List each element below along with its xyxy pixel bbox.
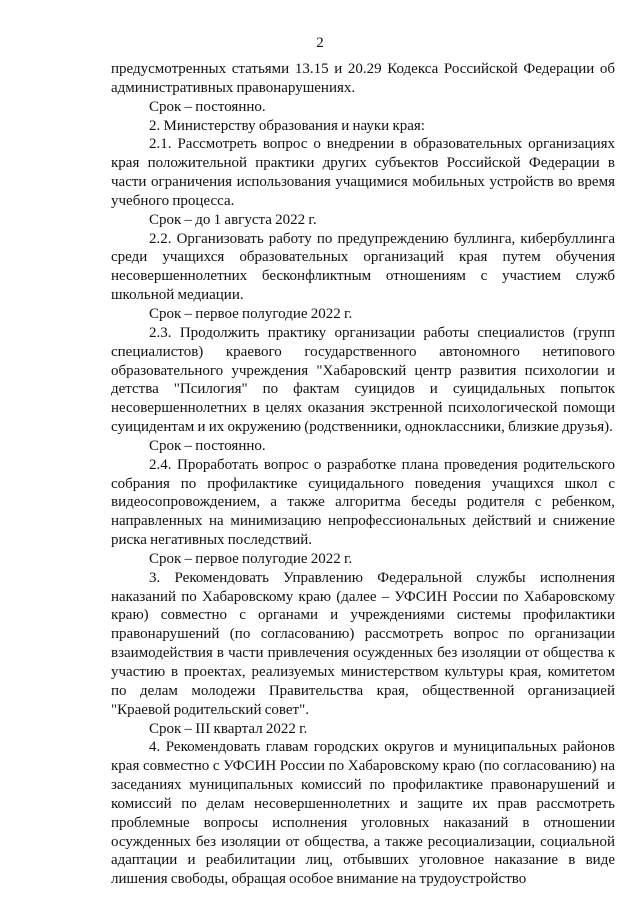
deadline-line: Срок – первое полугодие 2022 г.	[149, 550, 353, 567]
deadline-line: Срок – постоянно.	[149, 437, 266, 454]
paragraph-item-2-2: 2.2. Организовать работу по предупреждению буллинга, кибербуллинга среди учащихся образовательных организаций края путем обучения несовершеннолетних бесконфликтным отношениям с участием служб школьной медиации.	[111, 230, 615, 304]
paragraph-item-2-4: 2.4. Проработать вопрос о разработке плана проведения родительского собрания по профилактике суицидального поведения учащихся школ с видеосопровождением, а также алгоритма беседы родителя с ребенком, направленных на минимизацию непрофессиональных действий и снижение риска негативных последствий.	[111, 456, 615, 549]
paragraph-item-4: 4. Рекомендовать главам городских округов и муниципальных районов края совместно с УФСИН России по Хабаровскому краю (по согласованию) на заседаниях муниципальных комиссий по профилактике правонарушений и комиссий по делам несовершеннолетних и защите их прав рассмотреть проблемные вопросы исполнения уголовных наказаний в отношении осужденных без изоляции от общества, а также ресоциализации, социальной адаптации и реабилитации лиц, отбывших уголовное наказание в виде лишения свободы, обращая особое внимание на трудоустройство	[111, 739, 615, 888]
deadline-line: Срок – до 1 августа 2022 г.	[149, 211, 317, 228]
deadline-line: Срок – постоянно.	[149, 98, 266, 115]
paragraph-item-2-1: 2.1. Рассмотреть вопрос о внедрении в образовательных организациях края положительной практики других субъектов Российской Федерации в части ограничения использования учащимися мобильных устройств во время учебного процесса.	[111, 136, 615, 209]
document-body	[111, 60, 615, 889]
section-heading: 2. Министерству образования и науки края:	[149, 117, 425, 134]
deadline-line: Срок – первое полугодие 2022 г.	[149, 305, 353, 322]
paragraph-continuation: предусмотренных статьями 13.15 и 20.29 Кодекса Российской Федерации об административных правонарушениях.	[111, 61, 615, 96]
paragraph-item-3: 3. Рекомендовать Управлению Федеральной службы исполнения наказаний по Хабаровскому краю (далее – УФСИН России по Хабаровскому краю) совместно с органами и учреждениями системы профилактики правонарушений (по согласованию) рассмотреть вопрос по организации взаимодействия в части привлечения осужденных без изоляции от общества к участию в проектах, реализуемых министерством культуры края, комитетом по делам молодежи Правительства края, общественной организацией "Краевой родительский совет".	[111, 569, 615, 718]
page-number: 2	[316, 35, 324, 51]
paragraph-item-2-3: 2.3. Продолжить практику организации работы специалистов (групп специалистов) краевого государственного автономного нетипового образовательного учреждения "Хабаровский центр развития психологии и детства "Псилогия" по фактам суицидов и суицидальных попыток несовершеннолетних в целях оказания экстренной психологической помощи суицидентам и их окружению (родственники, одноклассники, близкие друзья).	[111, 324, 615, 436]
deadline-line: Срок – III квартал 2022 г.	[149, 720, 308, 737]
